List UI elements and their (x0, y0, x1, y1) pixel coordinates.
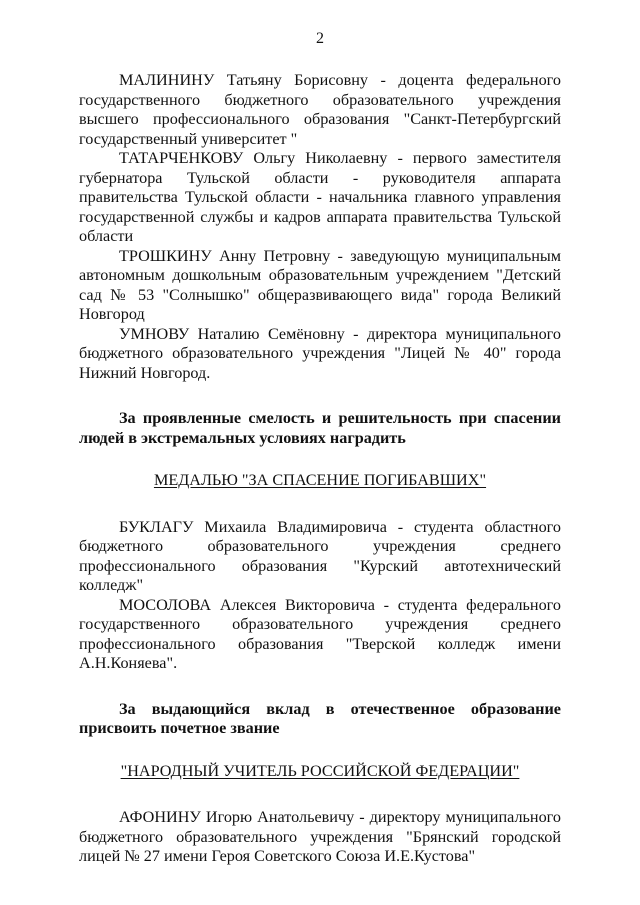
award-recipient-paragraph: УМНОВУ Наталию Семёновну - директора муниципального бюджетного образовательного учреждения "Лицей № 40" города Нижний Новгород. (79, 324, 561, 382)
section-heading-education: За выдающийся вклад в отечественное образование присвоить почетное звание (79, 699, 561, 737)
award-recipient-paragraph: ТРОШКИНУ Анну Петровну - заведующую муниципальным автономным дошкольным образовательным учреждением "Детский сад № 53 "Солнышко" общеразвивающего вида" города Великий Новгород (79, 246, 561, 323)
page-number: 2 (316, 30, 324, 47)
award-recipient-paragraph: АФОНИНУ Игорю Анатольевичу - директору муниципального бюджетного образовательного учреждения "Брянский городской лицей № 27 имени Героя Советского Союза И.Е.Кустова" (79, 808, 561, 865)
award-recipient-paragraph: МАЛИНИНУ Татьяну Борисовну - доцента федерального государственного бюджетного образовательного учреждения высшего профессионального образования "Санкт-Петербургский государственный университет " (79, 71, 561, 148)
document-body (79, 71, 561, 867)
award-title-honorary: "НАРОДНЫЙ УЧИТЕЛЬ РОССИЙСКОЙ ФЕДЕРАЦИИ" (120, 761, 520, 780)
section-heading-bravery: За проявленные смелость и решительность при спасении людей в экстремальных условиях наградить (79, 409, 561, 447)
award-title-medal: МЕДАЛЬЮ "ЗА СПАСЕНИЕ ПОГИБАВШИХ" (153, 471, 487, 489)
award-recipient-paragraph: БУКЛАГУ Михаила Владимировича - студента областного бюджетного образовательного учреждения среднего профессионального образования "Курский автотехнический колледж" (79, 517, 561, 594)
award-recipient-paragraph: ТАТАРЧЕНКОВУ Ольгу Николаевну - первого заместителя губернатора Тульской области - руководителя аппарата правительства Тульской области - начальника главного управления государственной службы и кадров аппарата правительства Тульской области (79, 149, 561, 245)
award-recipient-paragraph: МОСОЛОВА Алексея Викторовича - студента федерального государственного образовательного учреждения среднего профессионального образования "Тверской колледж имени А.Н.Коняева". (79, 595, 561, 672)
